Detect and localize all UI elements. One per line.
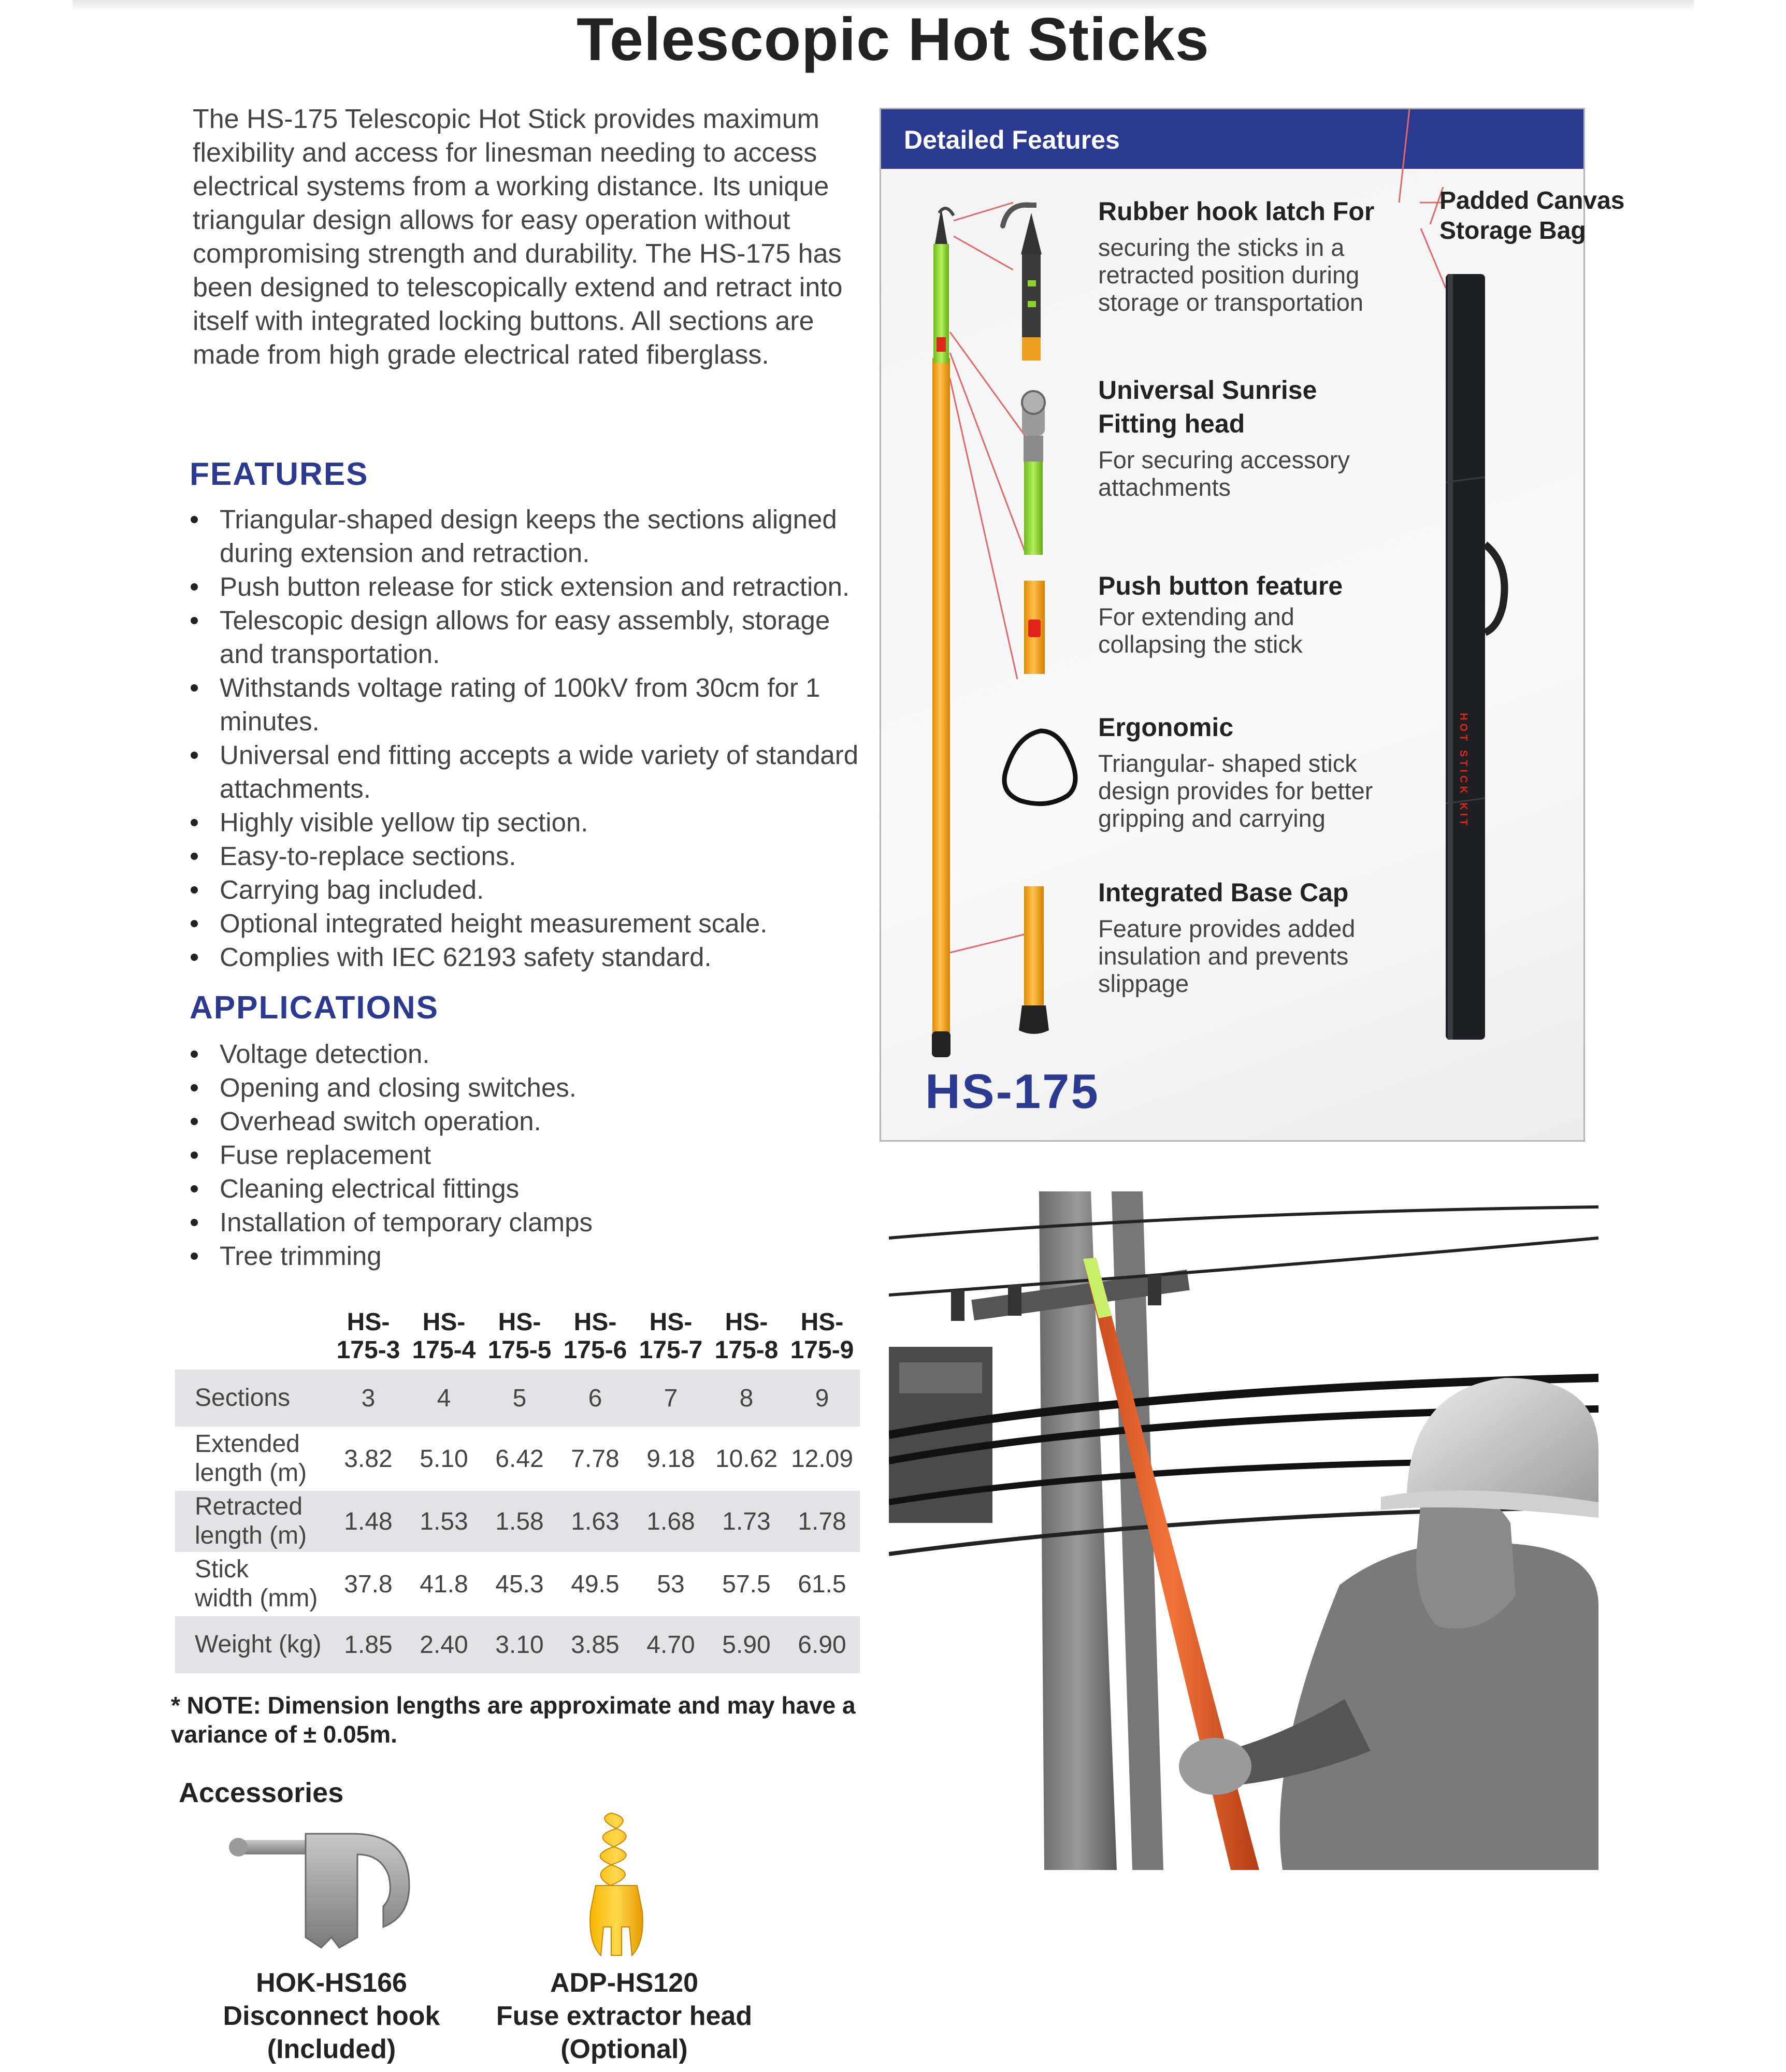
- row-label: Stick width (mm): [195, 1556, 318, 1612]
- table-cell: 3.85: [557, 1616, 633, 1673]
- table-cell: 1.78: [784, 1491, 860, 1552]
- column-header: HS- 175-8: [714, 1308, 779, 1364]
- features-list: [191, 502, 869, 974]
- feature-ergonomic: Ergonomic Triangular- shaped stick design provides for better gripping and carrying: [1098, 713, 1373, 832]
- column-header: HS- 175-5: [487, 1308, 552, 1364]
- table-cell: 12.09: [790, 1445, 854, 1473]
- list-item: Triangular-shaped design keeps the sections aligned during extension and retraction.: [191, 502, 869, 570]
- list-item: Installation of temporary clamps: [191, 1205, 869, 1239]
- table-cell: 6.42: [495, 1445, 544, 1473]
- table-row: [175, 1616, 860, 1673]
- fuse-extractor-image: [580, 1808, 663, 1958]
- lineman-photo: [889, 1191, 1598, 1870]
- spec-table: [175, 1308, 860, 1673]
- table-row: [175, 1370, 860, 1427]
- list-item: Universal end fitting accepts a wide variety of standard attachments.: [191, 738, 869, 805]
- feature-rubber-hook: Rubber hook latch For securing the sticks in a retracted position during storage or transportation: [1098, 197, 1375, 316]
- list-item: Cleaning electrical fittings: [191, 1172, 869, 1205]
- feature-sunrise-head: Universal Sunrise Fitting head For securing accessory attachments: [1098, 376, 1350, 501]
- table-cell: 1.53: [406, 1491, 482, 1552]
- feature-base-cap: Integrated Base Cap Feature provides added insulation and prevents slippage: [1098, 878, 1356, 997]
- model-name: HS-175: [925, 1064, 1100, 1118]
- list-item: Optional integrated height measurement scale.: [191, 906, 869, 940]
- table-cell: 45.3: [495, 1570, 544, 1598]
- row-label: Weight (kg): [175, 1616, 330, 1673]
- column-header: HS- 175-6: [563, 1308, 627, 1364]
- table-cell: 3.82: [344, 1445, 393, 1473]
- applications-heading: APPLICATIONS: [190, 990, 439, 1026]
- list-item: Push button release for stick extension and retraction.: [191, 570, 869, 603]
- table-cell: 7.78: [571, 1445, 620, 1473]
- table-cell: 6: [557, 1370, 633, 1427]
- table-cell: 1.73: [709, 1491, 784, 1552]
- list-item: Withstands voltage rating of 100kV from 30cm for 1 minutes.: [191, 671, 869, 738]
- table-cell: 9.18: [646, 1445, 695, 1473]
- table-cell: 6.90: [784, 1616, 860, 1673]
- table-cell: 7: [633, 1370, 709, 1427]
- table-cell: 37.8: [344, 1570, 393, 1598]
- table-cell: 1.63: [557, 1491, 633, 1552]
- table-row: [175, 1427, 860, 1491]
- list-item: Tree trimming: [191, 1239, 869, 1273]
- dimension-note: * NOTE: Dimension lengths are approximate and may have a variance of ± 0.05m.: [171, 1692, 856, 1748]
- list-item: Opening and closing switches.: [191, 1071, 869, 1104]
- row-label: Retracted length (m): [175, 1491, 330, 1552]
- list-item: Voltage detection.: [191, 1037, 869, 1071]
- table-cell: 9: [784, 1370, 860, 1427]
- table-cell: 49.5: [571, 1570, 620, 1598]
- column-header: HS- 175-7: [639, 1308, 703, 1364]
- accessory-extractor-caption: ADP-HS120 Fuse extractor head (Optional): [496, 1968, 753, 2064]
- list-item: Highly visible yellow tip section.: [191, 805, 869, 839]
- table-cell: 5.10: [420, 1445, 468, 1473]
- table-cell: 1.68: [633, 1491, 709, 1552]
- list-item: Overhead switch operation.: [191, 1104, 869, 1138]
- list-item: Telescopic design allows for easy assembly, storage and transportation.: [191, 603, 869, 671]
- applications-list: [191, 1037, 869, 1273]
- detailed-features-panel: [880, 108, 1625, 1142]
- disconnect-hook-image: [228, 1829, 420, 1953]
- table-cell: 1.85: [330, 1616, 406, 1673]
- column-header: HS- 175-9: [790, 1308, 854, 1364]
- table-cell: 53: [657, 1570, 685, 1598]
- table-cell: 1.48: [330, 1491, 406, 1552]
- panel-heading: Detailed Features: [881, 109, 1583, 169]
- column-header: HS- 175-4: [412, 1308, 476, 1364]
- list-item: Easy-to-replace sections.: [191, 839, 869, 873]
- page-title: Telescopic Hot Sticks: [577, 5, 1209, 73]
- table-cell: 4: [406, 1370, 482, 1427]
- accessory-hook-caption: HOK-HS166 Disconnect hook (Included): [223, 1968, 440, 2064]
- feature-push-button: Push button feature For extending and collapsing the stick: [1098, 571, 1343, 658]
- table-cell: 61.5: [798, 1570, 846, 1598]
- table-cell: 41.8: [420, 1570, 468, 1598]
- table-header-row: [175, 1308, 860, 1370]
- list-item: Fuse replacement: [191, 1138, 869, 1172]
- table-cell: 8: [709, 1370, 784, 1427]
- features-heading: FEATURES: [190, 456, 369, 492]
- accessories-heading: Accessories: [179, 1777, 344, 1808]
- table-cell: 57.5: [722, 1570, 771, 1598]
- table-cell: 2.40: [406, 1616, 482, 1673]
- list-item: Complies with IEC 62193 safety standard.: [191, 940, 869, 974]
- row-label: Extended length (m): [195, 1430, 307, 1487]
- table-row: [175, 1552, 860, 1616]
- table-row: [175, 1491, 860, 1552]
- column-header: HS- 175-3: [336, 1308, 400, 1364]
- table-cell: 10.62: [715, 1445, 778, 1473]
- table-cell: 4.70: [633, 1616, 709, 1673]
- table-cell: 3: [330, 1370, 406, 1427]
- table-cell: 5.90: [709, 1616, 784, 1673]
- storage-bag-label: Padded Canvas Storage Bag: [1439, 187, 1625, 244]
- table-cell: 3.10: [482, 1616, 557, 1673]
- row-label: Sections: [175, 1370, 330, 1427]
- bag-print-text: HOT STICK KIT: [1458, 713, 1469, 829]
- table-cell: 5: [482, 1370, 557, 1427]
- list-item: Carrying bag included.: [191, 873, 869, 906]
- intro-paragraph: The HS-175 Telescopic Hot Stick provides maximum flexibility and access for linesman needing to access electrical systems from a working distance. Its unique triangular design allows for easy operation without compromising strength and durability. The HS-175 has been designed to telescopically extend and retract into itself with integrated locking buttons. All sections are made from high grade electrical rated fiberglass.: [193, 104, 843, 370]
- table-cell: 1.58: [482, 1491, 557, 1552]
